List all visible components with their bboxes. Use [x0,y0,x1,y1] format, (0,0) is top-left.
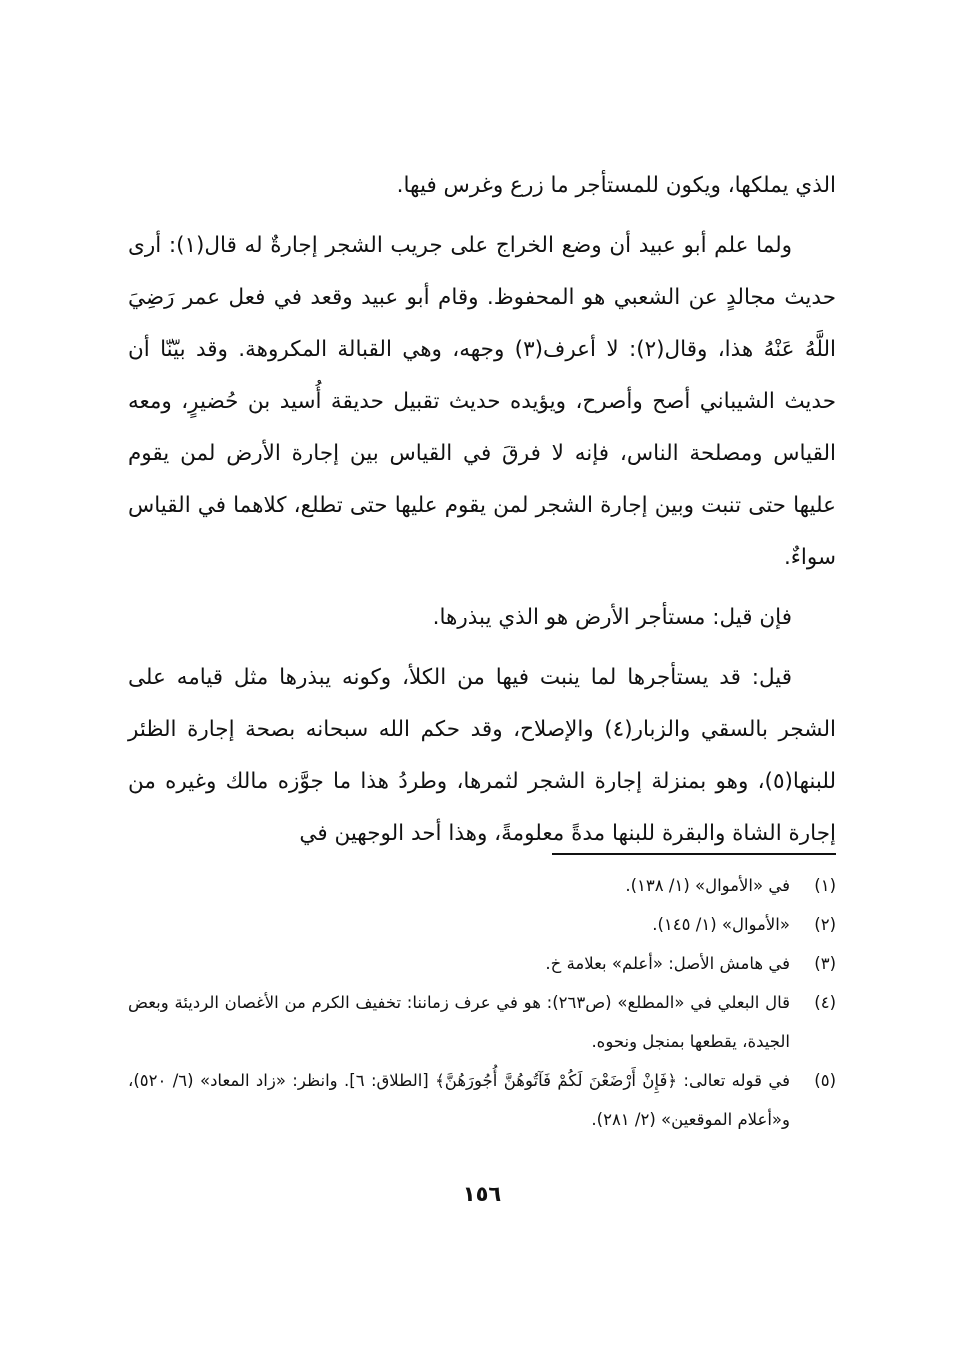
footnote-5 [128,1061,836,1139]
footnote-number: (٤) [814,993,836,1012]
footnote-text: في هامش الأصل: «أعلم» بعلامة خ. [545,954,790,973]
page-number: ١٥٦ [462,1182,502,1206]
footnotes [128,866,836,1139]
footnote-text: قال البعلي في «المطلع» (ص٢٦٣): هو في عرف زماننا: تخفيف الكرم من الأغصان الرديئة وبعض الجيدة، يقطعها بمنجل ونحوه. [128,993,790,1051]
paragraph-1: الذي يملكها، ويكون للمستأجر ما زرع وغرس فيها. [396,173,836,198]
footnote-text: في قوله تعالى: ﴿فَإِنْ أَرْضَعْنَ لَكُمْ فَآتُوهُنَّ أُجُورَهُنَّ﴾ [الطلاق: ٦]. وانظر: «زاد المعاد» (٦/ ٥٢٠)، و«أعلام الموقعين» (٢/ ٢٨١). [128,1071,790,1129]
paragraph-4: قيل: قد يستأجرها لما ينبت فيها من الكلأ، وكونه يبذرها مثل قيامه على الشجر بالسقي والزبار(٤) والإصلاح، وقد حكم الله سبحانه بصحة إجارة الظئر للبنها(٥)، وهو بمنزلة إجارة الشجر لثمرها، وطردُ هذا ما جوَّزه مالك وغيره من إجارة الشاة والبقرة للبنها مدةً معلومةً، وهذا أحد الوجهين في [128,665,836,846]
footnote-number: (١) [814,876,836,895]
paragraph-2: ولما علم أبو عبيد أن وضع الخراج على جريب الشجر إجارةٌ له قال(١): أرى حديث مجالدٍ عن الشعبي هو المحفوظ. وقام أبو عبيد وقعد في فعل عمر رَضِيَ اللَّهُ عَنْهُ هذا، وقال(٢): لا أعرف(٣) وجهه، وهي القبالة المكروهة. وقد بيّنّا أن حديث الشيباني أصح وأصرح، ويؤيده حديث تقبيل حديقة أُسيد بن حُضيرٍ، ومعه القياس ومصلحة الناس، فإنه لا فرقَ في القياس بين إجارة الأرض لمن يقوم عليها حتى تنبت وبين إجارة الشجر لمن يقوم عليها حتى تطلع، كلاهما في القياس سواءٌ. [128,233,836,570]
footnote-4 [128,983,836,1061]
footnote-text: في «الأموال» (١/ ١٣٨). [625,876,790,895]
footnote-text: «الأموال» (١/ ١٤٥). [652,915,790,934]
footnote-number: (٥) [814,1071,836,1090]
footnote-number: (٣) [814,954,836,973]
footnote-1 [128,866,836,905]
footnote-separator [552,853,836,855]
footnote-3 [128,944,836,983]
paragraph-3: فإن قيل: مستأجر الأرض هو الذي يبذرها. [432,605,792,630]
footnote-number: (٢) [814,915,836,934]
main-text [128,160,836,860]
footnote-2 [128,905,836,944]
